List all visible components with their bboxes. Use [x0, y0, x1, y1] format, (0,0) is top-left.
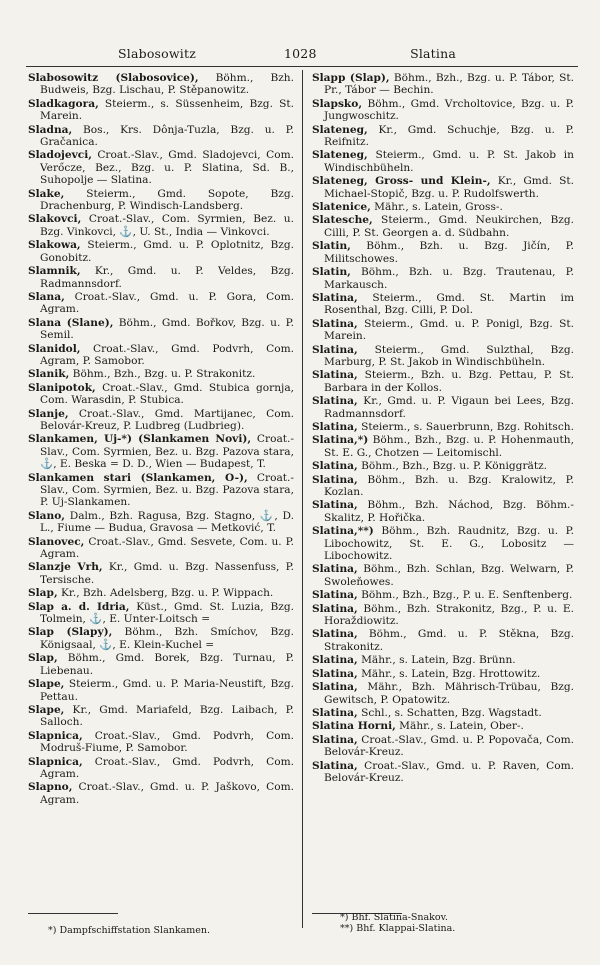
- gazetteer-entry: [28, 536, 294, 561]
- gazetteer-entry: [28, 408, 294, 433]
- gazetteer-entry: [28, 472, 294, 509]
- entry-details: Mähr., s. Latein, Bzg. Hrottowitz.: [357, 667, 541, 680]
- gazetteer-entry: [28, 704, 294, 729]
- entry-details: Böhm., Bzh., Bzg. u. P. Königgrätz.: [357, 460, 548, 473]
- entry-name: Slapsko,: [312, 97, 363, 110]
- entry-name: Slanipotok,: [28, 381, 96, 394]
- gazetteer-entry: [312, 175, 574, 200]
- footnote-right-2: **) Bhf. Klappai-Slatina.: [340, 923, 456, 934]
- entry-name: Slatina,: [312, 654, 358, 667]
- entry-name: Slatina,: [312, 563, 358, 576]
- entry-details: Croat.-Slav., Gmd. u. P. Gora, Com. Agram.: [40, 290, 294, 316]
- entry-details: Kr., Gmd. St. Michael-Stopič, Bzg. u. P. Rudolfswerth.: [324, 175, 574, 200]
- gazetteer-entry: [28, 601, 294, 626]
- entry-name: Slatina,: [312, 499, 358, 512]
- gazetteer-entry: [28, 149, 294, 186]
- entry-details: Böhm., Bzh. Smíchov, Bzg. Königsaal, ⚓, E. Klein-Kuchel =: [40, 626, 294, 651]
- header-rule: [26, 66, 578, 67]
- left-column: [28, 72, 294, 807]
- gazetteer-entry: [312, 499, 574, 524]
- entry-name: Slamnik,: [28, 265, 81, 278]
- entry-name: Slatin,: [312, 266, 351, 279]
- entry-name: Slankamen, Uj-*) (Slankamen Novi),: [28, 433, 252, 446]
- right-column: [312, 72, 574, 785]
- gazetteer-entry: [312, 707, 574, 719]
- entry-name: Slatin,: [312, 240, 351, 253]
- entry-details: Croat.-Slav., Gmd. u. P. Jaškovo, Com. Agram.: [40, 781, 294, 806]
- entry-details: Croat.-Slav., Com. Syrmien, Bez. u. Bzg. Pazova stara, P. Uj-Slankamen.: [40, 471, 294, 509]
- entry-details: Böhm., Gmd. Borek, Bzg. Turnau, P. Liebenau.: [40, 652, 294, 677]
- entry-details: Böhm., Bzh. Strakonitz, Bzg., P. u. E. Horaždiowitz.: [324, 602, 574, 628]
- entry-details: Croat.-Slav., Gmd. Sesvete, Com. u. P. Agram.: [40, 535, 294, 561]
- footnote-left: *) Dampfschiffstation Slankamen.: [48, 925, 211, 936]
- entry-details: Mähr., s. Latein, Bzg. Brünn.: [357, 654, 516, 667]
- entry-name: Slapno,: [28, 781, 73, 794]
- gazetteer-entry: [312, 201, 574, 213]
- entry-name: Slateneg, Gross- und Klein-,: [312, 175, 491, 188]
- gazetteer-entry: [312, 760, 574, 785]
- footnote-right-1: *) Bhf. Slatina-Snakov.: [340, 912, 448, 923]
- entry-details: Böhm., Bzh. Schlan, Bzg. Welwarn, P. Swoleňowes.: [324, 563, 574, 588]
- entry-details: Steierm., s. Sauerbrunn, Bzg. Rohitsch.: [357, 420, 574, 433]
- entry-name: Slatina,**): [312, 525, 374, 538]
- entry-name: Slatina,: [312, 317, 358, 330]
- gazetteer-entry: [28, 561, 294, 586]
- entry-details: Küst., Gmd. St. Luzia, Bzg. Tolmein, ⚓, E. Unter-Loitsch =: [40, 600, 294, 626]
- header-left-keyword: Slabosowitz: [118, 46, 196, 61]
- entry-name: Slatina,: [312, 759, 358, 772]
- entry-name: Slateneg,: [312, 149, 368, 162]
- gazetteer-entry: [312, 292, 574, 317]
- gazetteer-entry: [28, 368, 294, 380]
- gazetteer-entry: [28, 781, 294, 806]
- gazetteer-entry: [312, 214, 574, 239]
- entry-name: Slatina,*): [312, 434, 369, 447]
- entry-details: Böhm., Gmd. u. P. Stěkna, Bzg. Strakonitz.: [324, 628, 574, 653]
- entry-name: Sladkagora,: [28, 97, 99, 110]
- gazetteer-entry: [312, 720, 574, 732]
- entry-details: Böhm., Bzh. u. Bzg. Trautenau, P. Markausch.: [324, 266, 574, 291]
- gazetteer-entry: [28, 510, 294, 535]
- entry-name: Slapnica,: [28, 755, 83, 768]
- entry-details: Croat.-Slav., Gmd. Stubica gornja, Com. Warasdin, P. Stubica.: [40, 381, 294, 407]
- entry-name: Slatina,: [312, 369, 358, 382]
- page-header: [26, 46, 578, 64]
- gazetteer-entry: [312, 681, 574, 706]
- gazetteer-entry: [28, 652, 294, 677]
- entry-details: Steierm., s. Süssenheim, Bzg. St. Marein.: [40, 97, 294, 123]
- entry-name: Slano,: [28, 509, 65, 522]
- entry-details: Böhm., Gmd. Bořkov, Bzg. u. P. Semil.: [40, 316, 294, 342]
- entry-details: Böhm., Bzh., Bzg. u. P. Strakonitz.: [69, 368, 256, 381]
- entry-details: Steierm., Gmd. u. P. Oplotnitz, Bzg. Gonobitz.: [40, 239, 294, 264]
- entry-name: Slanzje Vrh,: [28, 561, 103, 574]
- entry-details: Böhm., Bzh., Bzg. u. P. Tábor, St. Pr., Tábor — Bechin.: [324, 72, 574, 97]
- entry-name: Slatina,: [312, 681, 358, 694]
- entry-details: Steierm., Gmd. Sulzthal, Bzg. Marburg, P. St. Jakob in Windischbüheln.: [324, 343, 574, 368]
- entry-name: Slatina,: [312, 628, 358, 641]
- entry-name: Slanik,: [28, 368, 70, 381]
- gazetteer-entry: [28, 382, 294, 407]
- entry-details: Kr., Gmd. u. P. Vigaun bei Lees, Bzg. Radmannsdorf.: [324, 395, 574, 420]
- entry-details: Croat.-Slav., Gmd. Podvrh, Com. Modruš-Fiume, P. Samobor.: [40, 729, 294, 755]
- gazetteer-entry: [312, 72, 574, 97]
- footnote-rule-left: [28, 913, 118, 914]
- entry-details: Steierm., Gmd. u. P. Maria-Neustift, Bzg. Pettau.: [40, 678, 294, 703]
- gazetteer-entry: [312, 460, 574, 472]
- gazetteer-entry: [312, 628, 574, 653]
- gazetteer-entry: [312, 589, 574, 601]
- gazetteer-entry: [28, 213, 294, 238]
- gazetteer-entry: [312, 654, 574, 666]
- entry-name: Slap (Slapy),: [28, 626, 113, 639]
- entry-name: Slatina,: [312, 667, 358, 680]
- entry-details: Kr., Gmd. u. Bzg. Nassenfuss, P. Tersische.: [40, 561, 294, 586]
- gazetteer-entry: [28, 433, 294, 470]
- entry-details: Böhm., Bzh. Budweis, Bzg. Lischau, P. Stěpanowitz.: [40, 72, 294, 97]
- gazetteer-entry: [312, 124, 574, 149]
- gazetteer-entry: [312, 668, 574, 680]
- entry-details: Böhm., Bzh. u. Bzg. Jičín, P. Militschowes.: [324, 240, 574, 265]
- entry-details: Kr., Bzh. Adelsberg, Bzg. u. P. Wippach.: [57, 587, 274, 600]
- entry-name: Slatina,: [312, 343, 358, 356]
- entry-name: Slatina,: [312, 602, 358, 615]
- gazetteer-entry: [28, 72, 294, 97]
- entry-name: Slatina,: [312, 460, 358, 473]
- entry-details: Kr., Gmd. u. P. Veldes, Bzg. Radmannsdorf.: [40, 265, 294, 290]
- entry-details: Böhm., Bzh. u. Bzg. Kralowitz, P. Kozlan.: [324, 473, 574, 498]
- column-divider: [302, 70, 303, 928]
- entry-details: Croat.-Slav., Gmd. u. P. Raven, Com. Belovár-Kreuz.: [324, 759, 574, 784]
- gazetteer-entry: [28, 678, 294, 703]
- entry-name: Slatina Horni,: [312, 720, 396, 733]
- gazetteer-entry: [312, 369, 574, 394]
- entry-name: Slakovci,: [28, 213, 82, 226]
- gazetteer-entry: [312, 266, 574, 291]
- entry-name: Slanje,: [28, 407, 69, 420]
- gazetteer-entry: [28, 317, 294, 342]
- header-right-keyword: Slatina: [410, 46, 456, 61]
- gazetteer-entry: [28, 239, 294, 264]
- gazetteer-entry: [312, 98, 574, 123]
- entry-name: Slatina,: [312, 395, 358, 408]
- entry-details: Kr., Gmd. Schuchje, Bzg. u. P. Reifnitz.: [324, 123, 574, 149]
- entry-name: Slakowa,: [28, 239, 81, 252]
- gazetteer-entry: [28, 587, 294, 599]
- entry-name: Slatina,: [312, 589, 358, 602]
- gazetteer-entry: [312, 421, 574, 433]
- entry-details: Croat.-Slav., Com. Syrmien, Bez. u. Bzg. Pazova stara, ⚓, E. Beska = D. D., Wien — Budapest, T.: [40, 433, 294, 471]
- entry-name: Slatina,: [312, 733, 358, 746]
- gazetteer-entry: [312, 474, 574, 499]
- entry-name: Slatesche,: [312, 214, 373, 227]
- entry-name: Slap a. d. Idria,: [28, 600, 130, 613]
- entry-name: Slake,: [28, 187, 65, 200]
- gazetteer-entry: [28, 124, 294, 149]
- entry-name: Slanidol,: [28, 342, 81, 355]
- entry-details: Dalm., Bzh. Ragusa, Bzg. Stagno, ⚓, D. L., Fiume — Budua, Gravosa — Metković, T.: [40, 509, 294, 535]
- gazetteer-entry: [28, 291, 294, 316]
- entry-name: Slap,: [28, 652, 58, 665]
- entry-name: Slateneg,: [312, 123, 368, 136]
- entry-details: Böhm., Gmd. Vrcholtovice, Bzg. u. P. Jungwoschitz.: [324, 97, 574, 123]
- entry-name: Slabosowitz (Slabosovice),: [28, 72, 199, 84]
- entry-details: Steierm., Gmd. u. P. Ponigl, Bzg. St. Marein.: [324, 317, 574, 343]
- entry-name: Sladna,: [28, 123, 73, 136]
- gazetteer-entry: [312, 395, 574, 420]
- page-number: 1028: [284, 46, 317, 61]
- gazetteer-entry: [312, 240, 574, 265]
- entry-details: Croat.-Slav., Gmd. Sladojevci, Com. Verőcze, Bez., Bzg. u. P. Slatina, Sd. B., Suhopolje — Slatina.: [40, 149, 294, 187]
- entry-details: Steierm., Gmd. Neukirchen, Bzg. Cilli, P. St. Georgen a. d. Südbahn.: [324, 214, 574, 239]
- footnotes-right: [340, 912, 455, 934]
- entry-details: Mähr., Bzh. Mährisch-Trübau, Bzg. Gewitsch, P. Opatowitz.: [324, 681, 574, 706]
- entry-name: Slatina,: [312, 420, 358, 433]
- gazetteer-entry: [28, 730, 294, 755]
- gazetteer-entry: [312, 149, 574, 174]
- entry-name: Slankamen stari (Slankamen, O-),: [28, 471, 248, 484]
- entry-details: Schl., s. Schatten, Bzg. Wagstadt.: [357, 706, 542, 719]
- entry-name: Slapp (Slap),: [312, 72, 390, 84]
- entry-name: Slana (Slane),: [28, 316, 114, 329]
- entry-details: Steierm., Gmd. Sopote, Bzg. Drachenburg, P. Windisch-Landsberg.: [40, 187, 294, 213]
- entry-name: Slatina,: [312, 473, 358, 486]
- entry-name: Slatenice,: [312, 201, 371, 214]
- gazetteer-entry: [28, 98, 294, 123]
- gazetteer-entry: [312, 603, 574, 628]
- entry-name: Slatina,: [312, 291, 358, 304]
- entry-details: Mähr., s. Latein, Gross-.: [370, 201, 503, 214]
- entry-name: Slatina,: [312, 706, 358, 719]
- entry-details: Steierm., Gmd. u. P. St. Jakob in Windischbüheln.: [324, 149, 574, 174]
- gazetteer-entry: [312, 563, 574, 588]
- gazetteer-entry: [312, 344, 574, 369]
- gazetteer-entry: [28, 756, 294, 781]
- entry-name: Slape,: [28, 678, 65, 691]
- entry-name: Slap,: [28, 587, 58, 600]
- gazetteer-entry: [312, 318, 574, 343]
- gazetteer-entry: [28, 265, 294, 290]
- entry-details: Croat.-Slav., Com. Syrmien, Bez. u. Bzg. Vinkovci, ⚓, U. St., India — Vinkovci.: [40, 213, 294, 238]
- gazetteer-entry: [312, 525, 574, 562]
- entry-details: Böhm., Bzh., Bzg. u. P. Hohenmauth, St. E. G., Chotzen — Leitomischl.: [324, 434, 574, 459]
- entry-details: Mähr., s. Latein, Ober-.: [395, 720, 524, 733]
- entry-details: Croat.-Slav., Gmd. Podvrh, Com. Agram.: [40, 755, 294, 780]
- entry-details: Kr., Gmd. Mariafeld, Bzg. Laibach, P. Salloch.: [40, 703, 294, 729]
- entry-details: Croat.-Slav., Gmd. Podvrh, Com. Agram, P. Samobor.: [40, 342, 294, 367]
- entry-details: Steierm., Gmd. St. Martin im Rosenthal, Bzg. Cilli, P. Dol.: [324, 291, 574, 317]
- gazetteer-entry: [28, 626, 294, 651]
- gazetteer-entry: [312, 434, 574, 459]
- entry-name: Slanovec,: [28, 535, 85, 548]
- entry-name: Slana,: [28, 290, 65, 303]
- gazetteer-entry: [28, 188, 294, 213]
- entry-name: Sladojevci,: [28, 149, 92, 162]
- entry-name: Slape,: [28, 703, 65, 716]
- entry-details: Croat.-Slav., Gmd. u. P. Popovača, Com. Belovár-Kreuz.: [324, 733, 574, 759]
- entry-name: Slapnica,: [28, 729, 83, 742]
- gazetteer-entry: [28, 343, 294, 368]
- gazetteer-entry: [312, 734, 574, 759]
- entry-details: Bos., Krs. Dônja-Tuzla, Bzg. u. P. Gračanica.: [40, 123, 294, 149]
- entry-details: Croat.-Slav., Gmd. Martijanec, Com. Belovár-Kreuz, P. Ludbreg (Ludbrieg).: [40, 407, 294, 432]
- entry-details: Böhm., Bzh. Náchod, Bzg. Böhm.-Skalitz, P. Hořička.: [324, 499, 574, 524]
- entry-details: Böhm., Bzh., Bzg., P. u. E. Senftenberg.: [357, 589, 573, 602]
- entry-details: Böhm., Bzh. Raudnitz, Bzg. u. P. Libochowitz, St. E. G., Lobositz — Libochowitz.: [324, 525, 574, 563]
- entry-details: Steierm., Bzh. u. Bzg. Pettau, P. St. Barbara in der Kollos.: [324, 369, 574, 394]
